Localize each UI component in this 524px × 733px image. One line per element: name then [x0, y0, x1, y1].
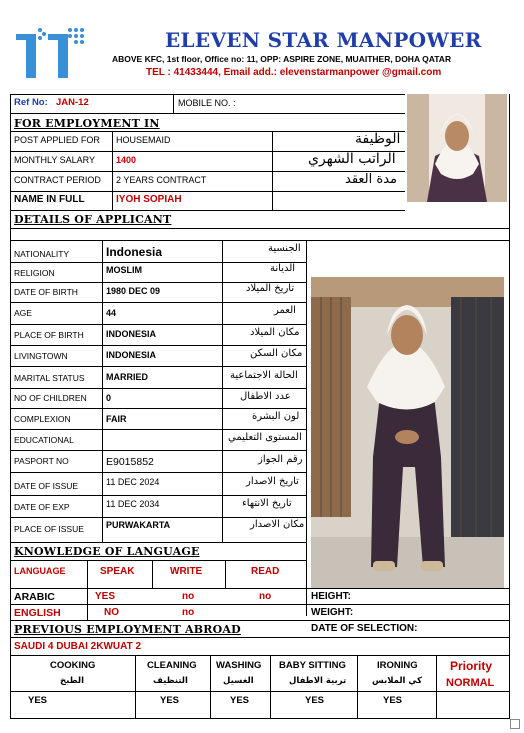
lang-arabic-speak: YES: [95, 591, 116, 602]
detail-row-separator: [10, 262, 306, 263]
lang-arabic-write: no: [182, 591, 195, 602]
detail-label-education: EDUCATIONAL: [14, 435, 74, 445]
detail-label-passport: PASPORT NO: [14, 456, 69, 466]
detail-ar-passport: رقم الجواز: [258, 454, 303, 465]
detail-ar-place-issue: مكان الاصدار: [250, 519, 305, 530]
detail-value-age: 44: [106, 308, 117, 318]
detail-label-age: AGE: [14, 308, 32, 318]
date-selection-label: DATE OF SELECTION:: [311, 623, 418, 634]
skill-ar-baby-sitting: تربية الاطفال: [289, 676, 347, 686]
detail-row-separator: [10, 472, 306, 473]
skill-ar-cooking: الطبخ: [60, 676, 84, 686]
lang-header-speak: SPEAK: [100, 566, 135, 577]
detail-value-issue: 11 DEC 2024: [106, 477, 160, 487]
post-label: POST APPLIED FOR: [14, 135, 100, 145]
name-label: NAME IN FULL: [14, 194, 85, 205]
detail-ar-complexion: لون البشرة: [252, 411, 300, 422]
detail-row-separator: [10, 302, 306, 303]
lang-header-language: LANGUAGE: [14, 566, 66, 576]
detail-ar-children: عدد الاطفال: [240, 391, 291, 402]
company-contact: TEL : 41433444, Email add.: elevenstarmanpower @gmail.com: [146, 67, 442, 78]
post-ar: الوظيفة: [355, 131, 401, 147]
detail-ar-marital: الحالة الاجتماعية: [230, 370, 298, 381]
skill-value-ironing: YES: [383, 695, 403, 706]
detail-value-place-issue: PURWAKARTA: [106, 520, 171, 530]
detail-value-complexion: FAIR: [106, 414, 127, 424]
detail-label-nationality: NATIONALITY: [14, 249, 70, 259]
salary-value: 1400: [116, 155, 137, 165]
skill-header-washing: WASHING: [216, 660, 262, 671]
detail-label-pob: PLACE OF BIRTH: [14, 330, 84, 340]
skill-header-cleaning: CLEANING: [147, 660, 197, 671]
detail-value-nationality: Indonesia: [106, 245, 163, 259]
detail-row-separator: [10, 495, 306, 496]
contract-ar: مدة العقد: [345, 172, 397, 187]
detail-value-passport: E9015852: [106, 456, 154, 468]
detail-ar-livingtown: مكان السكن: [250, 348, 303, 359]
detail-row-separator: [10, 366, 306, 367]
skill-value-cooking: YES: [28, 695, 48, 706]
salary-label: MONTHLY SALARY: [14, 155, 96, 165]
detail-value-children: 0: [106, 393, 112, 403]
lang-english-name: ENGLISH: [14, 607, 61, 619]
company-name: ELEVEN STAR MANPOWER: [165, 28, 482, 52]
logo-eleven-icon: [14, 26, 86, 82]
detail-label-dob: DATE OF BIRTH: [14, 287, 78, 297]
detail-value-pob: INDONESIA: [106, 329, 157, 339]
ref-value: JAN-12: [56, 97, 89, 108]
skill-header-baby-sitting: BABY SITTING: [279, 660, 346, 671]
previous-section-title: PREVIOUS EMPLOYMENT ABROAD: [14, 623, 241, 636]
skill-header-cooking: COOKING: [50, 660, 96, 671]
language-section-title: KNOWLEDGE OF LANGUAGE: [14, 545, 200, 558]
detail-value-dob: 1980 DEC 09: [106, 286, 161, 296]
detail-row-separator: [10, 324, 306, 325]
detail-label-place-issue: PLACE OF ISSUE: [14, 524, 84, 534]
lang-arabic-read: no: [259, 591, 272, 602]
name-value: IYOH SOPIAH: [116, 194, 182, 205]
detail-row-separator: [10, 388, 306, 389]
company-logo: [14, 26, 86, 82]
detail-label-exp: DATE OF EXP: [14, 502, 70, 512]
details-section-title: DETAILS OF APPLICANT: [14, 213, 172, 226]
detail-label-issue: DATE OF ISSUE: [14, 481, 79, 491]
headshot-image: [407, 94, 507, 202]
skill-header-ironing: IRONING: [377, 660, 418, 671]
detail-ar-religion: الديانة: [270, 263, 296, 274]
detail-row-separator: [10, 517, 306, 518]
priority-value: NORMAL: [446, 677, 495, 689]
detail-ar-dob: تاريخ الميلاد: [246, 283, 295, 294]
detail-row-separator: [10, 408, 306, 409]
previous-entry: SAUDI 4 DUBAI 2KWUAT 2: [14, 641, 142, 652]
contract-label: CONTRACT PERIOD: [14, 175, 101, 185]
detail-label-complexion: COMPLEXION: [14, 414, 71, 424]
post-value: HOUSEMAID: [116, 135, 171, 145]
detail-ar-pob: مكان الميلاد: [250, 327, 300, 338]
detail-ar-issue: تاريخ الاصدار: [246, 476, 299, 487]
height-label: HEIGHT:: [311, 591, 351, 602]
detail-row-separator: [10, 345, 306, 346]
detail-ar-nationality: الجنسية: [268, 243, 301, 254]
detail-row-separator: [10, 429, 306, 430]
company-address: ABOVE KFC, 1st floor, Office no: 11, OPP: ASPIRE ZONE, MUAITHER, DOHA QATAR: [112, 54, 452, 64]
detail-label-children: NO OF CHILDREN: [14, 393, 87, 403]
detail-ar-age: العمر: [274, 305, 296, 316]
resize-handle[interactable]: [510, 719, 520, 729]
lang-arabic-name: ARABIC: [14, 591, 55, 603]
full-photo-image: [311, 277, 504, 588]
detail-ar-exp: تاريخ الانتهاء: [242, 498, 292, 509]
lang-english-speak: NO: [104, 607, 119, 618]
lang-english-write: no: [182, 607, 195, 618]
detail-label-marital: MARITAL STATUS: [14, 373, 85, 383]
detail-label-livingtown: LIVINGTOWN: [14, 351, 68, 361]
detail-value-livingtown: INDONESIA: [106, 350, 157, 360]
skill-value-washing: YES: [230, 695, 250, 706]
detail-value-religion: MOSLIM: [106, 265, 142, 275]
detail-value-marital: MARRIED: [106, 372, 148, 382]
detail-value-exp: 11 DEC 2034: [106, 499, 160, 509]
skill-ar-washing: الغسيل: [223, 676, 254, 686]
priority-label: Priority: [450, 659, 493, 673]
applicant-full-photo: [311, 277, 504, 588]
mobile-label: MOBILE NO. :: [178, 98, 236, 108]
skill-ar-ironing: كي الملابس: [372, 676, 422, 686]
skill-ar-cleaning: التنظيف: [153, 676, 188, 686]
detail-row-separator: [10, 450, 306, 451]
contract-value: 2 YEARS CONTRACT: [116, 175, 207, 185]
skill-value-cleaning: YES: [160, 695, 180, 706]
lang-header-read: READ: [251, 566, 280, 577]
applicant-headshot: [407, 94, 507, 202]
ref-label: Ref No:: [14, 97, 48, 108]
lang-header-write: WRITE: [170, 566, 203, 577]
skill-value-baby-sitting: YES: [305, 695, 325, 706]
salary-ar: الراتب الشهري: [308, 151, 396, 167]
detail-label-religion: RELIGION: [14, 268, 55, 278]
detail-ar-education: المستوى التعليمي: [228, 432, 302, 443]
employment-section-title: FOR EMPLOYMENT IN: [14, 117, 160, 130]
weight-label: WEIGHT:: [311, 607, 354, 618]
